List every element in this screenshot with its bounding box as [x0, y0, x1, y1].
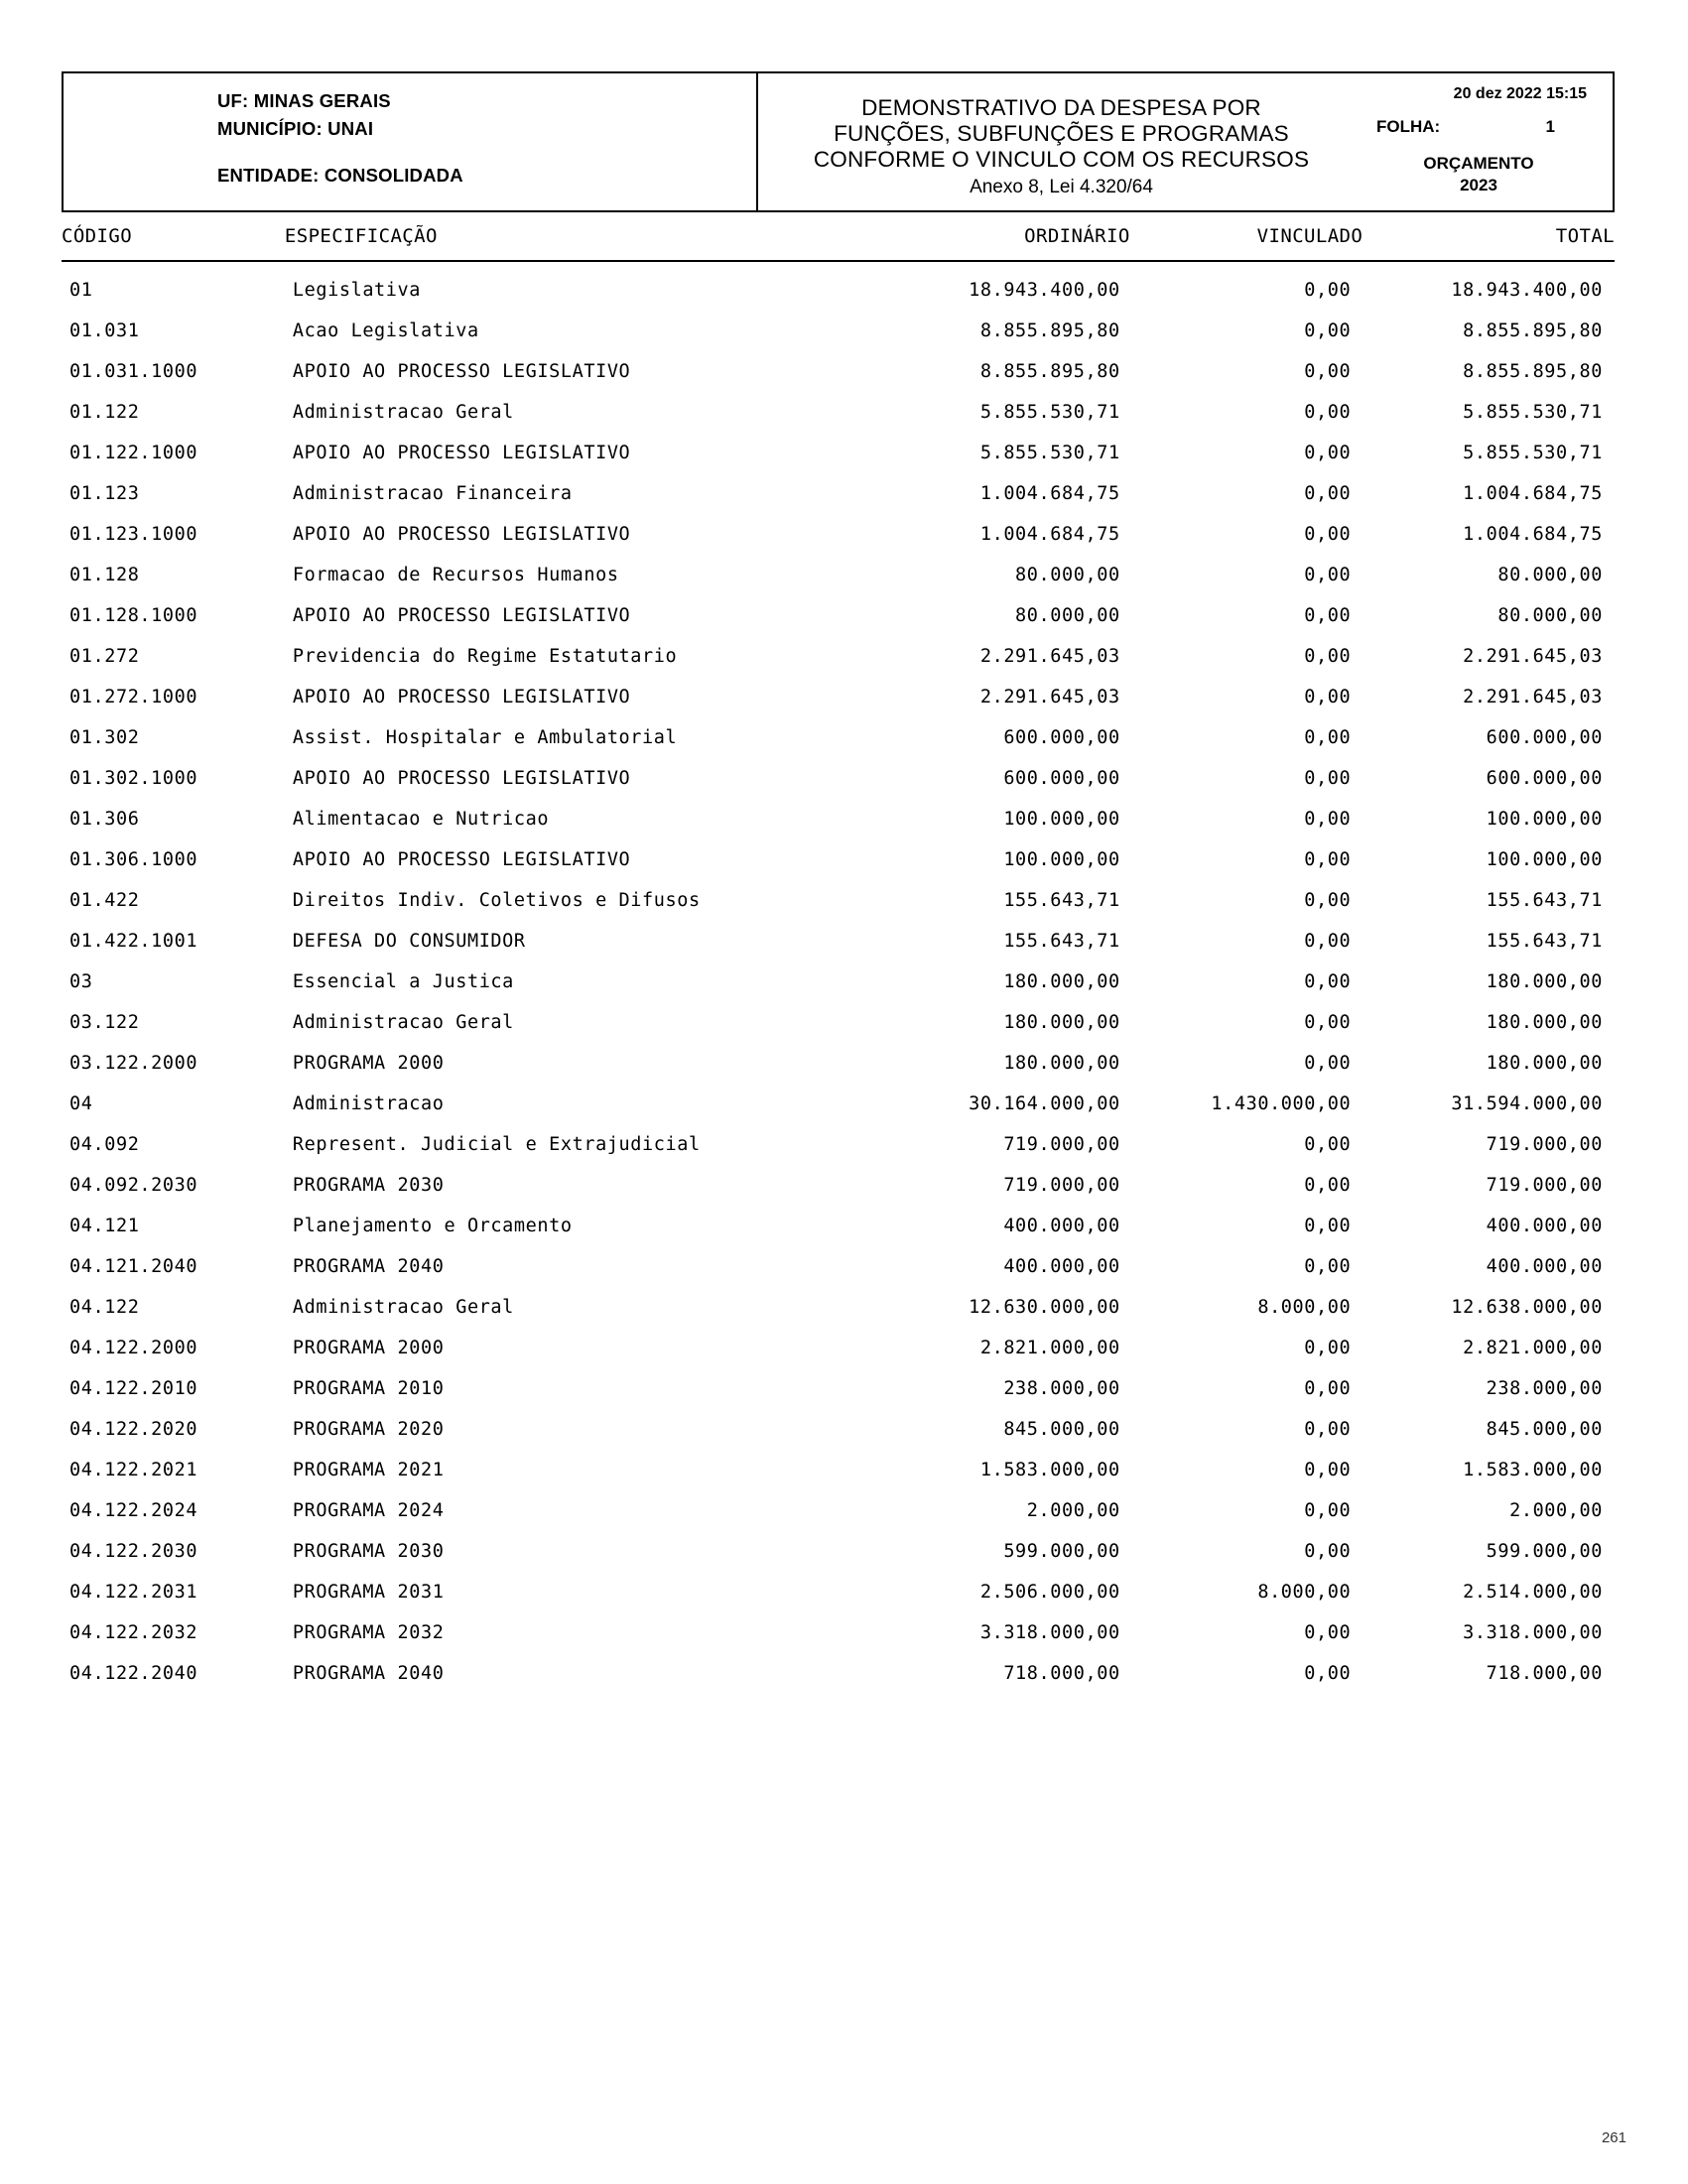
- cell-total: 5.855.530,71: [1463, 443, 1603, 463]
- cell-total: 100.000,00: [1486, 849, 1603, 870]
- cell-ordinario: 719.000,00: [1003, 1175, 1120, 1196]
- cell-codigo: 01.302: [69, 727, 140, 748]
- cell-vinculado: 0,00: [1304, 849, 1352, 870]
- cell-total: 31.594.000,00: [1451, 1093, 1603, 1114]
- header-title-block: [758, 73, 1364, 210]
- cell-total: 5.855.530,71: [1463, 402, 1603, 423]
- cell-codigo: 01.422: [69, 890, 140, 911]
- cell-especificacao: Assist. Hospitalar e Ambulatorial: [292, 727, 678, 748]
- page-number: 261: [1601, 2129, 1626, 2146]
- table-row: [62, 799, 1615, 839]
- cell-codigo: 01.272: [69, 646, 140, 667]
- cell-codigo: 04.122.2024: [69, 1500, 198, 1521]
- table-row: [62, 311, 1615, 351]
- cell-vinculado: 0,00: [1304, 687, 1352, 707]
- cell-codigo: 04.122.2031: [69, 1582, 198, 1603]
- cell-total: 2.821.000,00: [1463, 1338, 1603, 1358]
- cell-especificacao: Administracao Geral: [292, 402, 514, 423]
- cell-ordinario: 18.943.400,00: [969, 280, 1120, 301]
- table-row: [62, 473, 1615, 514]
- cell-especificacao: DEFESA DO CONSUMIDOR: [292, 931, 526, 952]
- cell-codigo: 01.272.1000: [69, 687, 198, 707]
- cell-codigo: 03: [69, 971, 93, 992]
- cell-codigo: 01.422.1001: [69, 931, 198, 952]
- cell-total: 155.643,71: [1486, 931, 1603, 952]
- cell-total: 100.000,00: [1486, 809, 1603, 830]
- table-row: [62, 595, 1615, 636]
- cell-vinculado: 8.000,00: [1257, 1582, 1352, 1603]
- cell-ordinario: 5.855.530,71: [979, 443, 1120, 463]
- table-row: [62, 433, 1615, 473]
- cell-especificacao: Alimentacao e Nutricao: [292, 809, 550, 830]
- cell-ordinario: 3.318.000,00: [979, 1622, 1120, 1643]
- cell-ordinario: 12.630.000,00: [969, 1297, 1120, 1318]
- table-row: [62, 717, 1615, 758]
- cell-ordinario: 8.855.895,80: [979, 321, 1120, 341]
- cell-vinculado: 0,00: [1304, 1053, 1352, 1074]
- cell-codigo: 03.122: [69, 1012, 140, 1033]
- table-row: [62, 1409, 1615, 1450]
- cell-ordinario: 80.000,00: [1015, 605, 1120, 626]
- cell-especificacao: PROGRAMA 2000: [292, 1053, 445, 1074]
- cell-vinculado: 0,00: [1304, 1338, 1352, 1358]
- header-orcamento: [1376, 153, 1593, 196]
- cell-vinculado: 0,00: [1304, 1175, 1352, 1196]
- cell-total: 2.000,00: [1509, 1500, 1603, 1521]
- cell-total: 400.000,00: [1486, 1216, 1603, 1236]
- table-row: [62, 636, 1615, 677]
- cell-total: 155.643,71: [1486, 890, 1603, 911]
- header-datetime: 20 dez 2022 15:15: [1453, 85, 1587, 102]
- cell-especificacao: Planejamento e Orcamento: [292, 1216, 573, 1236]
- cell-total: 2.291.645,03: [1463, 646, 1603, 667]
- cell-especificacao: Administracao Geral: [292, 1297, 514, 1318]
- cell-total: 180.000,00: [1486, 1053, 1603, 1074]
- cell-vinculado: 0,00: [1304, 1663, 1352, 1684]
- cell-vinculado: 0,00: [1304, 565, 1352, 585]
- cell-total: 1.004.684,75: [1463, 524, 1603, 545]
- cell-total: 180.000,00: [1486, 971, 1603, 992]
- cell-vinculado: 0,00: [1304, 443, 1352, 463]
- folha-label: FOLHA:: [1376, 117, 1441, 136]
- cell-codigo: 01.122.1000: [69, 443, 198, 463]
- cell-codigo: 04.122.2030: [69, 1541, 198, 1562]
- column-header-total: TOTAL: [1363, 211, 1615, 261]
- cell-total: 599.000,00: [1486, 1541, 1603, 1562]
- cell-ordinario: 2.821.000,00: [979, 1338, 1120, 1358]
- cell-codigo: 01.123: [69, 483, 140, 504]
- table-row: [62, 1572, 1615, 1612]
- header-folha: [1376, 117, 1593, 137]
- cell-especificacao: APOIO AO PROCESSO LEGISLATIVO: [292, 361, 631, 382]
- cell-vinculado: 0,00: [1304, 809, 1352, 830]
- table-row: [62, 1368, 1615, 1409]
- table-row: [62, 1124, 1615, 1165]
- table-row: [62, 962, 1615, 1002]
- cell-especificacao: Administracao: [292, 1093, 445, 1114]
- cell-total: 3.318.000,00: [1463, 1622, 1603, 1643]
- cell-ordinario: 180.000,00: [1003, 1012, 1120, 1033]
- cell-codigo: 01.031: [69, 321, 140, 341]
- expense-table: [62, 210, 1615, 1694]
- table-row: [62, 1287, 1615, 1328]
- cell-total: 2.291.645,03: [1463, 687, 1603, 707]
- cell-codigo: 01.128.1000: [69, 605, 198, 626]
- cell-especificacao: APOIO AO PROCESSO LEGISLATIVO: [292, 524, 631, 545]
- cell-ordinario: 5.855.530,71: [979, 402, 1120, 423]
- cell-especificacao: PROGRAMA 2040: [292, 1256, 445, 1277]
- orcamento-year: 2023: [1460, 176, 1497, 194]
- cell-total: 238.000,00: [1486, 1378, 1603, 1399]
- cell-vinculado: 0,00: [1304, 1134, 1352, 1155]
- table-row: [62, 261, 1615, 311]
- table-row: [62, 880, 1615, 921]
- cell-ordinario: 2.506.000,00: [979, 1582, 1120, 1603]
- cell-ordinario: 1.004.684,75: [979, 524, 1120, 545]
- table-row: [62, 1328, 1615, 1368]
- table-row: [62, 1206, 1615, 1246]
- cell-ordinario: 238.000,00: [1003, 1378, 1120, 1399]
- cell-ordinario: 2.291.645,03: [979, 646, 1120, 667]
- table-row: [62, 1246, 1615, 1287]
- cell-total: 718.000,00: [1486, 1663, 1603, 1684]
- table-row: [62, 514, 1615, 555]
- cell-vinculado: 0,00: [1304, 768, 1352, 789]
- cell-ordinario: 599.000,00: [1003, 1541, 1120, 1562]
- cell-codigo: 04.121: [69, 1216, 140, 1236]
- cell-ordinario: 845.000,00: [1003, 1419, 1120, 1440]
- cell-vinculado: 0,00: [1304, 280, 1352, 301]
- cell-total: 180.000,00: [1486, 1012, 1603, 1033]
- cell-total: 8.855.895,80: [1463, 321, 1603, 341]
- table-row: [62, 677, 1615, 717]
- cell-vinculado: 0,00: [1304, 1256, 1352, 1277]
- cell-codigo: 01.302.1000: [69, 768, 198, 789]
- folha-value: 1: [1545, 117, 1555, 136]
- orcamento-label: ORÇAMENTO: [1423, 154, 1534, 173]
- cell-vinculado: 0,00: [1304, 1460, 1352, 1480]
- cell-codigo: 01.306.1000: [69, 849, 198, 870]
- cell-ordinario: 155.643,71: [1003, 931, 1120, 952]
- cell-ordinario: 155.643,71: [1003, 890, 1120, 911]
- cell-vinculado: 0,00: [1304, 646, 1352, 667]
- header-entidade: ENTIDADE: CONSOLIDADA: [217, 165, 463, 186]
- header-right-block: [1364, 73, 1613, 210]
- table-row: [62, 392, 1615, 433]
- table-row: [62, 839, 1615, 880]
- cell-ordinario: 180.000,00: [1003, 1053, 1120, 1074]
- table-row: [62, 1043, 1615, 1084]
- cell-codigo: 04.122.2021: [69, 1460, 198, 1480]
- cell-ordinario: 100.000,00: [1003, 849, 1120, 870]
- cell-codigo: 04: [69, 1093, 93, 1114]
- cell-codigo: 04.122: [69, 1297, 140, 1318]
- cell-codigo: 04.121.2040: [69, 1256, 198, 1277]
- cell-total: 80.000,00: [1497, 605, 1603, 626]
- cell-especificacao: APOIO AO PROCESSO LEGISLATIVO: [292, 687, 631, 707]
- cell-vinculado: 0,00: [1304, 483, 1352, 504]
- cell-ordinario: 600.000,00: [1003, 768, 1120, 789]
- cell-especificacao: PROGRAMA 2031: [292, 1582, 445, 1603]
- cell-especificacao: APOIO AO PROCESSO LEGISLATIVO: [292, 605, 631, 626]
- cell-codigo: 01: [69, 280, 93, 301]
- cell-especificacao: PROGRAMA 2024: [292, 1500, 445, 1521]
- cell-total: 719.000,00: [1486, 1175, 1603, 1196]
- cell-vinculado: 0,00: [1304, 1622, 1352, 1643]
- cell-ordinario: 400.000,00: [1003, 1256, 1120, 1277]
- cell-codigo: 04.122.2000: [69, 1338, 198, 1358]
- cell-vinculado: 0,00: [1304, 931, 1352, 952]
- cell-especificacao: Represent. Judicial e Extrajudicial: [292, 1134, 701, 1155]
- cell-ordinario: 80.000,00: [1015, 565, 1120, 585]
- cell-vinculado: 0,00: [1304, 890, 1352, 911]
- cell-especificacao: PROGRAMA 2021: [292, 1460, 445, 1480]
- cell-codigo: 01.306: [69, 809, 140, 830]
- header-left-block: [64, 73, 758, 210]
- cell-vinculado: 0,00: [1304, 524, 1352, 545]
- cell-vinculado: 0,00: [1304, 605, 1352, 626]
- cell-vinculado: 1.430.000,00: [1211, 1093, 1352, 1114]
- cell-especificacao: PROGRAMA 2030: [292, 1175, 445, 1196]
- table-row: [62, 1531, 1615, 1572]
- cell-ordinario: 718.000,00: [1003, 1663, 1120, 1684]
- cell-ordinario: 400.000,00: [1003, 1216, 1120, 1236]
- cell-especificacao: PROGRAMA 2010: [292, 1378, 445, 1399]
- cell-vinculado: 8.000,00: [1257, 1297, 1352, 1318]
- table-row: [62, 1084, 1615, 1124]
- column-header-ordinario: ORDINÁRIO: [880, 211, 1130, 261]
- cell-especificacao: APOIO AO PROCESSO LEGISLATIVO: [292, 443, 631, 463]
- table-row: [62, 758, 1615, 799]
- table-row: [62, 555, 1615, 595]
- cell-total: 80.000,00: [1497, 565, 1603, 585]
- table-row: [62, 1490, 1615, 1531]
- cell-total: 2.514.000,00: [1463, 1582, 1603, 1603]
- cell-vinculado: 0,00: [1304, 1541, 1352, 1562]
- cell-especificacao: APOIO AO PROCESSO LEGISLATIVO: [292, 849, 631, 870]
- cell-vinculado: 0,00: [1304, 1012, 1352, 1033]
- cell-codigo: 01.031.1000: [69, 361, 198, 382]
- cell-ordinario: 1.004.684,75: [979, 483, 1120, 504]
- cell-especificacao: Acao Legislativa: [292, 321, 479, 341]
- cell-vinculado: 0,00: [1304, 1216, 1352, 1236]
- cell-ordinario: 8.855.895,80: [979, 361, 1120, 382]
- cell-especificacao: Formacao de Recursos Humanos: [292, 565, 619, 585]
- cell-vinculado: 0,00: [1304, 361, 1352, 382]
- cell-especificacao: Administracao Geral: [292, 1012, 514, 1033]
- cell-especificacao: PROGRAMA 2000: [292, 1338, 445, 1358]
- cell-especificacao: Previdencia do Regime Estatutario: [292, 646, 678, 667]
- report-title-line-3: CONFORME O VINCULO COM OS RECURSOS: [813, 147, 1310, 172]
- report-title-line-1: DEMONSTRATIVO DA DESPESA POR: [861, 95, 1261, 120]
- column-header-vinculado: VINCULADO: [1130, 211, 1363, 261]
- cell-vinculado: 0,00: [1304, 1419, 1352, 1440]
- table-row: [62, 921, 1615, 962]
- cell-ordinario: 719.000,00: [1003, 1134, 1120, 1155]
- table-row: [62, 1612, 1615, 1653]
- cell-especificacao: PROGRAMA 2032: [292, 1622, 445, 1643]
- cell-vinculado: 0,00: [1304, 1500, 1352, 1521]
- cell-especificacao: APOIO AO PROCESSO LEGISLATIVO: [292, 768, 631, 789]
- cell-codigo: 04.122.2010: [69, 1378, 198, 1399]
- cell-especificacao: Administracao Financeira: [292, 483, 573, 504]
- cell-ordinario: 2.291.645,03: [979, 687, 1120, 707]
- table-row: [62, 351, 1615, 392]
- cell-especificacao: Direitos Indiv. Coletivos e Difusos: [292, 890, 701, 911]
- report-subtitle-law: Anexo 8, Lei 4.320/64: [970, 177, 1153, 197]
- cell-total: 1.004.684,75: [1463, 483, 1603, 504]
- cell-total: 400.000,00: [1486, 1256, 1603, 1277]
- cell-ordinario: 30.164.000,00: [969, 1093, 1120, 1114]
- cell-codigo: 04.122.2040: [69, 1663, 198, 1684]
- cell-vinculado: 0,00: [1304, 971, 1352, 992]
- table-row: [62, 1653, 1615, 1694]
- table-body: [62, 261, 1615, 1694]
- header-uf: UF: MINAS GERAIS: [217, 90, 391, 111]
- cell-vinculado: 0,00: [1304, 1378, 1352, 1399]
- cell-vinculado: 0,00: [1304, 402, 1352, 423]
- column-header-codigo: CÓDIGO: [62, 211, 285, 261]
- cell-codigo: 01.122: [69, 402, 140, 423]
- cell-codigo: 01.128: [69, 565, 140, 585]
- table-row: [62, 1002, 1615, 1043]
- cell-total: 1.583.000,00: [1463, 1460, 1603, 1480]
- cell-codigo: 01.123.1000: [69, 524, 198, 545]
- cell-ordinario: 100.000,00: [1003, 809, 1120, 830]
- cell-codigo: 04.122.2032: [69, 1622, 198, 1643]
- column-header-especificacao: ESPECIFICAÇÃO: [285, 211, 880, 261]
- cell-ordinario: 2.000,00: [1026, 1500, 1120, 1521]
- cell-total: 845.000,00: [1486, 1419, 1603, 1440]
- cell-total: 600.000,00: [1486, 727, 1603, 748]
- report-header: [62, 71, 1615, 210]
- cell-total: 719.000,00: [1486, 1134, 1603, 1155]
- cell-ordinario: 1.583.000,00: [979, 1460, 1120, 1480]
- cell-especificacao: PROGRAMA 2020: [292, 1419, 445, 1440]
- cell-especificacao: Essencial a Justica: [292, 971, 514, 992]
- cell-codigo: 04.092: [69, 1134, 140, 1155]
- cell-total: 600.000,00: [1486, 768, 1603, 789]
- cell-vinculado: 0,00: [1304, 727, 1352, 748]
- table-row: [62, 1165, 1615, 1206]
- cell-especificacao: Legislativa: [292, 280, 422, 301]
- header-municipio: MUNICÍPIO: UNAI: [217, 118, 374, 139]
- cell-codigo: 03.122.2000: [69, 1053, 198, 1074]
- cell-total: 18.943.400,00: [1451, 280, 1603, 301]
- table-header-row: [62, 211, 1615, 261]
- cell-ordinario: 600.000,00: [1003, 727, 1120, 748]
- cell-especificacao: PROGRAMA 2040: [292, 1663, 445, 1684]
- table-row: [62, 1450, 1615, 1490]
- cell-codigo: 04.122.2020: [69, 1419, 198, 1440]
- cell-total: 8.855.895,80: [1463, 361, 1603, 382]
- cell-vinculado: 0,00: [1304, 321, 1352, 341]
- report-title-line-2: FUNÇÕES, SUBFUNÇÕES E PROGRAMAS: [834, 121, 1289, 146]
- cell-total: 12.638.000,00: [1451, 1297, 1603, 1318]
- cell-codigo: 04.092.2030: [69, 1175, 198, 1196]
- cell-ordinario: 180.000,00: [1003, 971, 1120, 992]
- cell-especificacao: PROGRAMA 2030: [292, 1541, 445, 1562]
